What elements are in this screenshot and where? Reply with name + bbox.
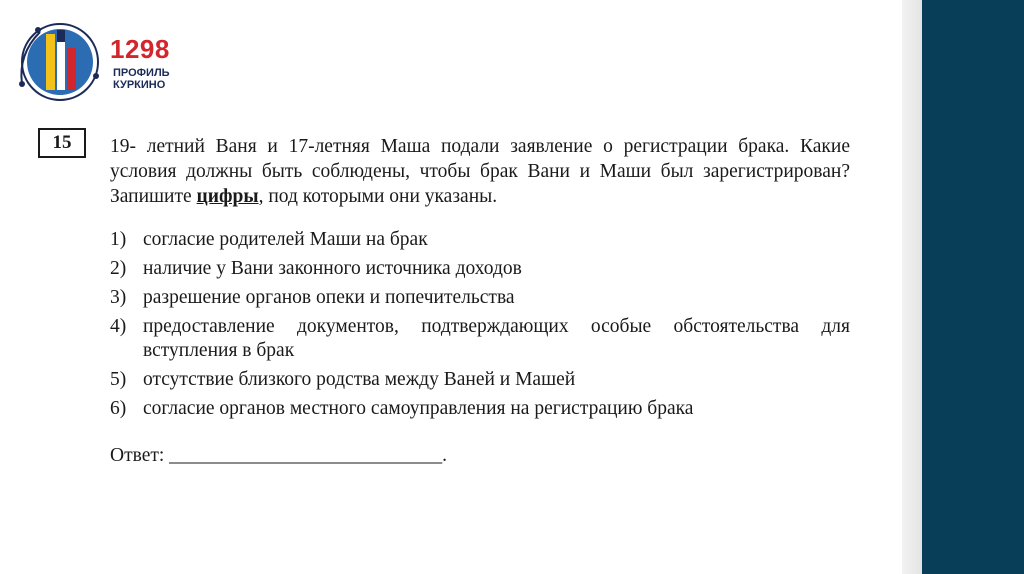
option-item: [110, 257, 850, 281]
option-number: 5): [110, 369, 127, 390]
option-number: 4): [110, 316, 127, 337]
option-item: [110, 368, 850, 392]
question-text-part2: , под которыми они указаны.: [258, 186, 498, 207]
option-item: [110, 286, 850, 310]
answer-line: [110, 444, 447, 468]
option-number: 2): [110, 258, 127, 279]
option-text: отсутствие близкого родства между Ваней и Машей: [143, 369, 576, 390]
option-item: [110, 397, 850, 421]
option-text: разрешение органов опеки и попечительства: [143, 287, 515, 308]
logo-line-1: ПРОФИЛЬ: [113, 67, 170, 79]
question-emphasis: цифры: [196, 186, 259, 207]
question-text: [110, 134, 850, 209]
option-number: 3): [110, 287, 127, 308]
option-text: согласие родителей Маши на брак: [143, 229, 428, 250]
option-number: 6): [110, 398, 127, 419]
option-text: предоставление документов, подтверждающих особые обстоятельства для вступления в брак: [143, 316, 850, 361]
answer-label: Ответ:: [110, 445, 170, 466]
side-gradient-band: [902, 0, 922, 574]
logo-number: 1298: [110, 34, 170, 64]
option-text: согласие органов местного самоуправления на регистрацию брака: [143, 398, 694, 419]
option-item: [110, 315, 850, 363]
school-logo: [14, 14, 194, 114]
side-panel: [922, 0, 1024, 574]
question-number-box: 15: [38, 128, 86, 158]
answer-blank[interactable]: ____________________________.: [169, 445, 448, 466]
answer-options-list: [110, 228, 850, 426]
logo-line-2: КУРКИНО: [113, 79, 166, 91]
option-text: наличие у Вани законного источника доходов: [143, 258, 522, 279]
question-text-part1: 19- летний Ваня и 17-летняя Маша подали заявление о регистрации брака. Какие условия должны быть соблюдены, чтобы брак Вани и Маши был зарегистрирован? Запишите: [110, 136, 850, 207]
logo-emblem-icon: [14, 14, 110, 110]
option-number: 1): [110, 229, 127, 250]
option-item: [110, 228, 850, 252]
